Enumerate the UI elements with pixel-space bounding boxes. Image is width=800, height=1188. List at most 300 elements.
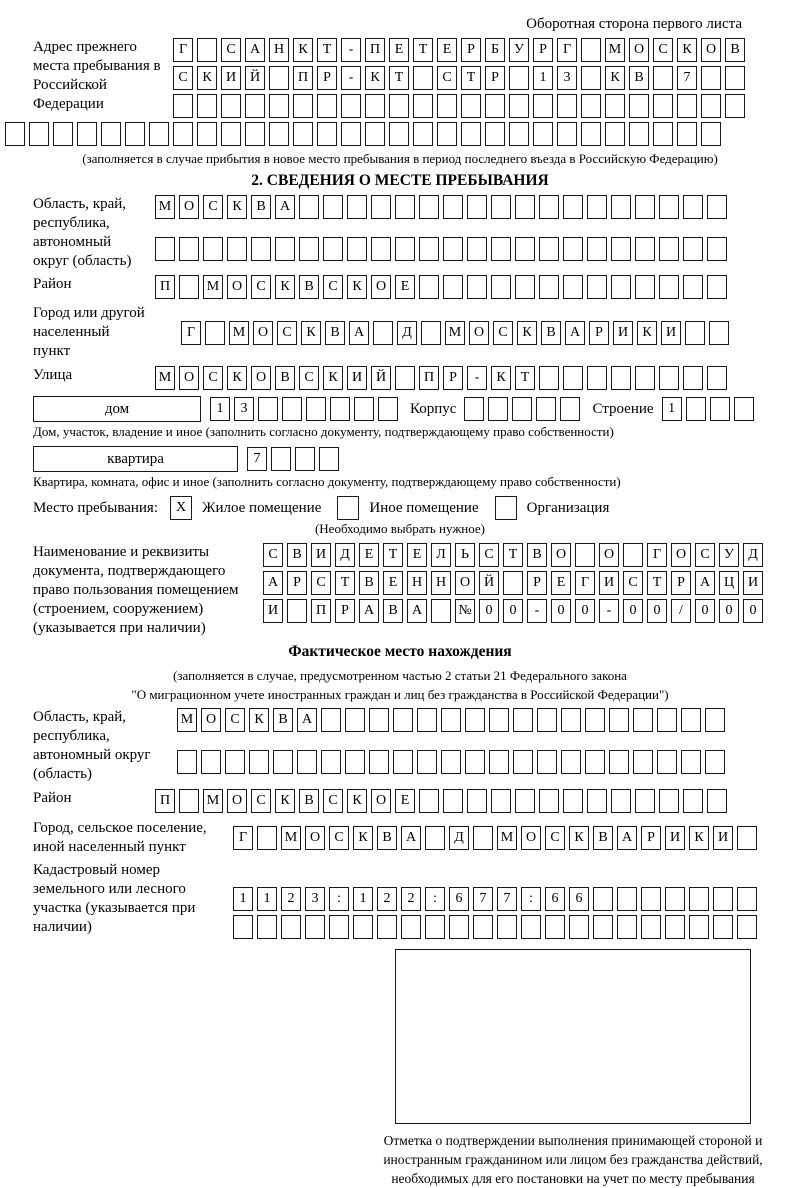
char-box[interactable]: - (599, 599, 619, 623)
char-box[interactable]: И (263, 599, 283, 623)
char-box[interactable] (539, 275, 559, 299)
char-box[interactable] (443, 237, 463, 261)
char-box[interactable] (705, 708, 725, 732)
char-box[interactable]: Е (395, 789, 415, 813)
char-box[interactable] (659, 237, 679, 261)
char-box[interactable] (681, 750, 701, 774)
char-box[interactable] (611, 789, 631, 813)
char-box[interactable]: С (323, 275, 343, 299)
char-box[interactable] (467, 195, 487, 219)
char-box[interactable] (365, 94, 385, 118)
char-box[interactable] (371, 237, 391, 261)
char-box[interactable] (623, 543, 643, 567)
char-box[interactable]: В (251, 195, 271, 219)
char-box[interactable]: 3 (305, 887, 325, 911)
char-box[interactable] (329, 915, 349, 939)
char-box[interactable] (443, 195, 463, 219)
char-box[interactable] (513, 708, 533, 732)
char-box[interactable] (617, 887, 637, 911)
char-box[interactable] (683, 789, 703, 813)
char-box[interactable]: П (155, 789, 175, 813)
char-box[interactable] (473, 915, 493, 939)
char-box[interactable]: С (545, 826, 565, 850)
char-box[interactable]: 1 (257, 887, 277, 911)
char-box[interactable] (701, 66, 721, 90)
char-box[interactable]: Р (485, 66, 505, 90)
char-box[interactable]: С (479, 543, 499, 567)
char-box[interactable]: В (299, 275, 319, 299)
char-box[interactable]: Л (431, 543, 451, 567)
char-box[interactable]: Е (383, 571, 403, 595)
char-box[interactable] (227, 237, 247, 261)
char-box[interactable]: Б (485, 38, 505, 62)
char-box[interactable] (413, 122, 433, 146)
char-box[interactable]: Т (515, 366, 535, 390)
char-box[interactable] (533, 94, 553, 118)
char-box[interactable] (653, 122, 673, 146)
char-box[interactable] (330, 397, 350, 421)
char-box[interactable]: 1 (210, 397, 230, 421)
char-box[interactable] (575, 543, 595, 567)
char-box[interactable]: В (275, 366, 295, 390)
char-box[interactable] (635, 366, 655, 390)
char-box[interactable]: К (605, 66, 625, 90)
char-box[interactable] (485, 94, 505, 118)
char-box[interactable] (497, 915, 517, 939)
char-box[interactable]: И (713, 826, 733, 850)
char-box[interactable] (659, 366, 679, 390)
char-box[interactable]: 2 (401, 887, 421, 911)
char-box[interactable]: К (227, 195, 247, 219)
char-box[interactable] (353, 915, 373, 939)
char-box[interactable] (609, 708, 629, 732)
char-box[interactable] (633, 750, 653, 774)
char-box[interactable]: О (201, 708, 221, 732)
char-box[interactable]: К (347, 789, 367, 813)
char-box[interactable] (587, 275, 607, 299)
char-box[interactable]: Е (437, 38, 457, 62)
char-box[interactable] (539, 237, 559, 261)
char-box[interactable]: К (275, 789, 295, 813)
char-box[interactable]: М (203, 275, 223, 299)
char-box[interactable] (705, 750, 725, 774)
char-box[interactable] (281, 915, 301, 939)
char-box[interactable] (563, 366, 583, 390)
char-box[interactable]: С (203, 195, 223, 219)
char-box[interactable] (659, 275, 679, 299)
char-box[interactable]: С (493, 321, 513, 345)
char-box[interactable] (257, 915, 277, 939)
char-box[interactable] (563, 789, 583, 813)
char-box[interactable]: И (221, 66, 241, 90)
char-box[interactable] (257, 826, 277, 850)
char-box[interactable] (179, 275, 199, 299)
char-box[interactable] (587, 789, 607, 813)
char-box[interactable] (635, 275, 655, 299)
char-box[interactable] (515, 237, 535, 261)
char-box[interactable] (665, 915, 685, 939)
char-box[interactable]: О (469, 321, 489, 345)
char-box[interactable] (512, 397, 532, 421)
char-box[interactable]: А (695, 571, 715, 595)
char-box[interactable] (581, 122, 601, 146)
char-box[interactable]: М (445, 321, 465, 345)
char-box[interactable]: Е (389, 38, 409, 62)
char-box[interactable]: О (179, 195, 199, 219)
char-box[interactable] (713, 887, 733, 911)
char-box[interactable]: Т (647, 571, 667, 595)
char-box[interactable] (701, 94, 721, 118)
char-box[interactable]: Е (395, 275, 415, 299)
char-box[interactable] (443, 275, 463, 299)
char-box[interactable] (389, 122, 409, 146)
char-box[interactable] (701, 122, 721, 146)
char-box[interactable]: Е (551, 571, 571, 595)
char-box[interactable]: С (653, 38, 673, 62)
char-box[interactable] (677, 94, 697, 118)
char-box[interactable]: Й (371, 366, 391, 390)
char-box[interactable] (299, 237, 319, 261)
char-box[interactable]: П (419, 366, 439, 390)
char-box[interactable] (737, 915, 757, 939)
char-box[interactable]: С (695, 543, 715, 567)
char-box[interactable]: Т (461, 66, 481, 90)
char-box[interactable]: М (497, 826, 517, 850)
char-box[interactable] (737, 887, 757, 911)
char-box[interactable]: 6 (545, 887, 565, 911)
char-box[interactable] (275, 237, 295, 261)
char-box[interactable] (473, 826, 493, 850)
char-box[interactable]: Р (335, 599, 355, 623)
char-box[interactable]: К (197, 66, 217, 90)
char-box[interactable]: В (527, 543, 547, 567)
char-box[interactable] (179, 789, 199, 813)
char-box[interactable] (425, 915, 445, 939)
char-box[interactable] (611, 275, 631, 299)
char-box[interactable]: С (203, 366, 223, 390)
char-box[interactable]: К (293, 38, 313, 62)
char-box[interactable]: А (401, 826, 421, 850)
char-box[interactable]: К (353, 826, 373, 850)
char-box[interactable] (197, 38, 217, 62)
char-box[interactable] (417, 750, 437, 774)
char-box[interactable] (557, 94, 577, 118)
char-box[interactable] (515, 195, 535, 219)
char-box[interactable] (371, 195, 391, 219)
char-box[interactable] (581, 38, 601, 62)
char-box[interactable]: А (275, 195, 295, 219)
char-box[interactable]: О (599, 543, 619, 567)
char-box[interactable]: Г (647, 543, 667, 567)
char-box[interactable] (707, 237, 727, 261)
char-box[interactable]: 3 (234, 397, 254, 421)
char-box[interactable] (653, 66, 673, 90)
char-box[interactable]: Р (533, 38, 553, 62)
char-box[interactable]: Е (407, 543, 427, 567)
char-box[interactable] (347, 195, 367, 219)
char-box[interactable] (593, 887, 613, 911)
char-box[interactable]: П (293, 66, 313, 90)
char-box[interactable] (249, 750, 269, 774)
char-box[interactable]: К (301, 321, 321, 345)
char-box[interactable]: 1 (233, 887, 253, 911)
char-box[interactable] (177, 750, 197, 774)
char-box[interactable]: Г (173, 38, 193, 62)
char-box[interactable] (197, 122, 217, 146)
char-box[interactable] (465, 750, 485, 774)
char-box[interactable]: Г (233, 826, 253, 850)
char-box[interactable]: 1 (353, 887, 373, 911)
char-box[interactable] (437, 94, 457, 118)
char-box[interactable] (629, 122, 649, 146)
char-box[interactable]: В (383, 599, 403, 623)
char-box[interactable] (485, 122, 505, 146)
char-box[interactable] (203, 237, 223, 261)
char-box[interactable]: М (155, 366, 175, 390)
char-box[interactable]: М (177, 708, 197, 732)
char-box[interactable] (271, 447, 291, 471)
char-box[interactable] (365, 122, 385, 146)
char-box[interactable] (373, 321, 393, 345)
char-box[interactable]: : (521, 887, 541, 911)
char-box[interactable] (317, 122, 337, 146)
char-box[interactable] (509, 122, 529, 146)
char-box[interactable] (173, 94, 193, 118)
char-box[interactable] (537, 708, 557, 732)
char-box[interactable]: Г (575, 571, 595, 595)
char-box[interactable]: О (521, 826, 541, 850)
char-box[interactable] (689, 887, 709, 911)
confirmation-stamp-box[interactable] (395, 949, 751, 1124)
char-box[interactable] (419, 275, 439, 299)
char-box[interactable] (431, 599, 451, 623)
char-box[interactable] (491, 237, 511, 261)
char-box[interactable]: Т (383, 543, 403, 567)
char-box[interactable] (449, 915, 469, 939)
char-box[interactable] (635, 237, 655, 261)
char-box[interactable]: 7 (247, 447, 267, 471)
char-box[interactable] (306, 397, 326, 421)
char-box[interactable] (725, 94, 745, 118)
char-box[interactable] (611, 195, 631, 219)
char-box[interactable] (515, 275, 535, 299)
char-box[interactable] (545, 915, 565, 939)
char-box[interactable]: В (273, 708, 293, 732)
char-box[interactable]: М (229, 321, 249, 345)
char-box[interactable] (389, 94, 409, 118)
char-box[interactable] (282, 397, 302, 421)
char-box[interactable] (681, 708, 701, 732)
char-box[interactable]: 0 (479, 599, 499, 623)
char-box[interactable]: С (277, 321, 297, 345)
char-box[interactable]: О (701, 38, 721, 62)
char-box[interactable] (537, 750, 557, 774)
char-box[interactable]: 0 (623, 599, 643, 623)
char-box[interactable]: П (365, 38, 385, 62)
char-box[interactable] (269, 122, 289, 146)
char-box[interactable] (467, 275, 487, 299)
char-box[interactable]: О (671, 543, 691, 567)
char-box[interactable]: А (407, 599, 427, 623)
char-box[interactable] (395, 237, 415, 261)
char-box[interactable] (707, 275, 727, 299)
char-box[interactable] (251, 237, 271, 261)
char-box[interactable]: С (623, 571, 643, 595)
other-premises-checkbox[interactable] (337, 496, 359, 520)
char-box[interactable]: 0 (647, 599, 667, 623)
char-box[interactable] (377, 915, 397, 939)
char-box[interactable] (395, 195, 415, 219)
char-box[interactable] (419, 237, 439, 261)
char-box[interactable] (611, 366, 631, 390)
char-box[interactable]: В (593, 826, 613, 850)
char-box[interactable] (737, 826, 757, 850)
char-box[interactable] (269, 94, 289, 118)
char-box[interactable] (539, 366, 559, 390)
char-box[interactable]: Г (181, 321, 201, 345)
char-box[interactable]: В (299, 789, 319, 813)
char-box[interactable]: К (275, 275, 295, 299)
char-box[interactable]: С (263, 543, 283, 567)
char-box[interactable] (683, 237, 703, 261)
char-box[interactable]: 6 (569, 887, 589, 911)
char-box[interactable] (125, 122, 145, 146)
char-box[interactable] (605, 94, 625, 118)
char-box[interactable] (635, 195, 655, 219)
char-box[interactable]: А (565, 321, 585, 345)
char-box[interactable] (401, 915, 421, 939)
char-box[interactable]: Ь (455, 543, 475, 567)
char-box[interactable] (734, 397, 754, 421)
char-box[interactable]: Т (317, 38, 337, 62)
char-box[interactable] (563, 195, 583, 219)
char-box[interactable]: Р (287, 571, 307, 595)
char-box[interactable] (245, 122, 265, 146)
char-box[interactable] (347, 237, 367, 261)
char-box[interactable] (491, 275, 511, 299)
char-box[interactable] (467, 789, 487, 813)
char-box[interactable]: Й (479, 571, 499, 595)
char-box[interactable] (707, 366, 727, 390)
char-box[interactable] (561, 750, 581, 774)
char-box[interactable] (563, 237, 583, 261)
char-box[interactable]: О (629, 38, 649, 62)
char-box[interactable] (287, 599, 307, 623)
char-box[interactable] (299, 195, 319, 219)
char-box[interactable] (509, 66, 529, 90)
char-box[interactable] (437, 122, 457, 146)
char-box[interactable]: В (629, 66, 649, 90)
char-box[interactable] (657, 708, 677, 732)
char-box[interactable] (233, 915, 253, 939)
char-box[interactable] (443, 789, 463, 813)
char-box[interactable] (587, 366, 607, 390)
char-box[interactable] (707, 195, 727, 219)
char-box[interactable] (378, 397, 398, 421)
char-box[interactable]: С (311, 571, 331, 595)
char-box[interactable]: Й (245, 66, 265, 90)
char-box[interactable]: П (155, 275, 175, 299)
char-box[interactable] (657, 750, 677, 774)
char-box[interactable] (659, 789, 679, 813)
char-box[interactable]: 1 (662, 397, 682, 421)
char-box[interactable] (539, 195, 559, 219)
char-box[interactable]: Р (443, 366, 463, 390)
char-box[interactable]: В (725, 38, 745, 62)
char-box[interactable]: К (491, 366, 511, 390)
char-box[interactable]: С (221, 38, 241, 62)
char-box[interactable] (709, 321, 729, 345)
char-box[interactable]: О (305, 826, 325, 850)
char-box[interactable]: С (225, 708, 245, 732)
char-box[interactable] (633, 708, 653, 732)
char-box[interactable] (683, 275, 703, 299)
char-box[interactable] (5, 122, 25, 146)
char-box[interactable] (225, 750, 245, 774)
char-box[interactable]: 7 (473, 887, 493, 911)
char-box[interactable]: К (365, 66, 385, 90)
char-box[interactable]: Д (449, 826, 469, 850)
char-box[interactable]: Т (413, 38, 433, 62)
char-box[interactable]: А (617, 826, 637, 850)
char-box[interactable]: С (173, 66, 193, 90)
char-box[interactable] (421, 321, 441, 345)
char-box[interactable]: У (509, 38, 529, 62)
char-box[interactable] (605, 122, 625, 146)
char-box[interactable] (464, 397, 484, 421)
char-box[interactable] (665, 887, 685, 911)
char-box[interactable] (417, 708, 437, 732)
residential-checkbox[interactable]: X (170, 496, 192, 520)
char-box[interactable]: Т (389, 66, 409, 90)
char-box[interactable] (425, 826, 445, 850)
char-box[interactable]: К (347, 275, 367, 299)
char-box[interactable]: 3 (557, 66, 577, 90)
char-box[interactable]: Р (641, 826, 661, 850)
char-box[interactable] (461, 122, 481, 146)
char-box[interactable]: 2 (281, 887, 301, 911)
char-box[interactable] (707, 789, 727, 813)
char-box[interactable]: С (251, 789, 271, 813)
char-box[interactable]: 0 (695, 599, 715, 623)
char-box[interactable]: С (329, 826, 349, 850)
char-box[interactable]: О (371, 789, 391, 813)
char-box[interactable]: Д (335, 543, 355, 567)
char-box[interactable]: - (527, 599, 547, 623)
char-box[interactable]: 0 (551, 599, 571, 623)
char-box[interactable] (393, 708, 413, 732)
char-box[interactable]: В (377, 826, 397, 850)
char-box[interactable]: 7 (677, 66, 697, 90)
char-box[interactable] (467, 237, 487, 261)
char-box[interactable] (305, 915, 325, 939)
char-box[interactable]: К (689, 826, 709, 850)
char-box[interactable]: О (455, 571, 475, 595)
char-box[interactable]: : (425, 887, 445, 911)
char-box[interactable] (319, 447, 339, 471)
char-box[interactable] (659, 195, 679, 219)
char-box[interactable]: 0 (743, 599, 763, 623)
char-box[interactable] (725, 66, 745, 90)
char-box[interactable] (563, 275, 583, 299)
char-box[interactable] (536, 397, 556, 421)
char-box[interactable] (321, 708, 341, 732)
char-box[interactable]: Н (407, 571, 427, 595)
char-box[interactable]: Р (461, 38, 481, 62)
char-box[interactable] (461, 94, 481, 118)
char-box[interactable] (221, 122, 241, 146)
char-box[interactable]: Е (359, 543, 379, 567)
